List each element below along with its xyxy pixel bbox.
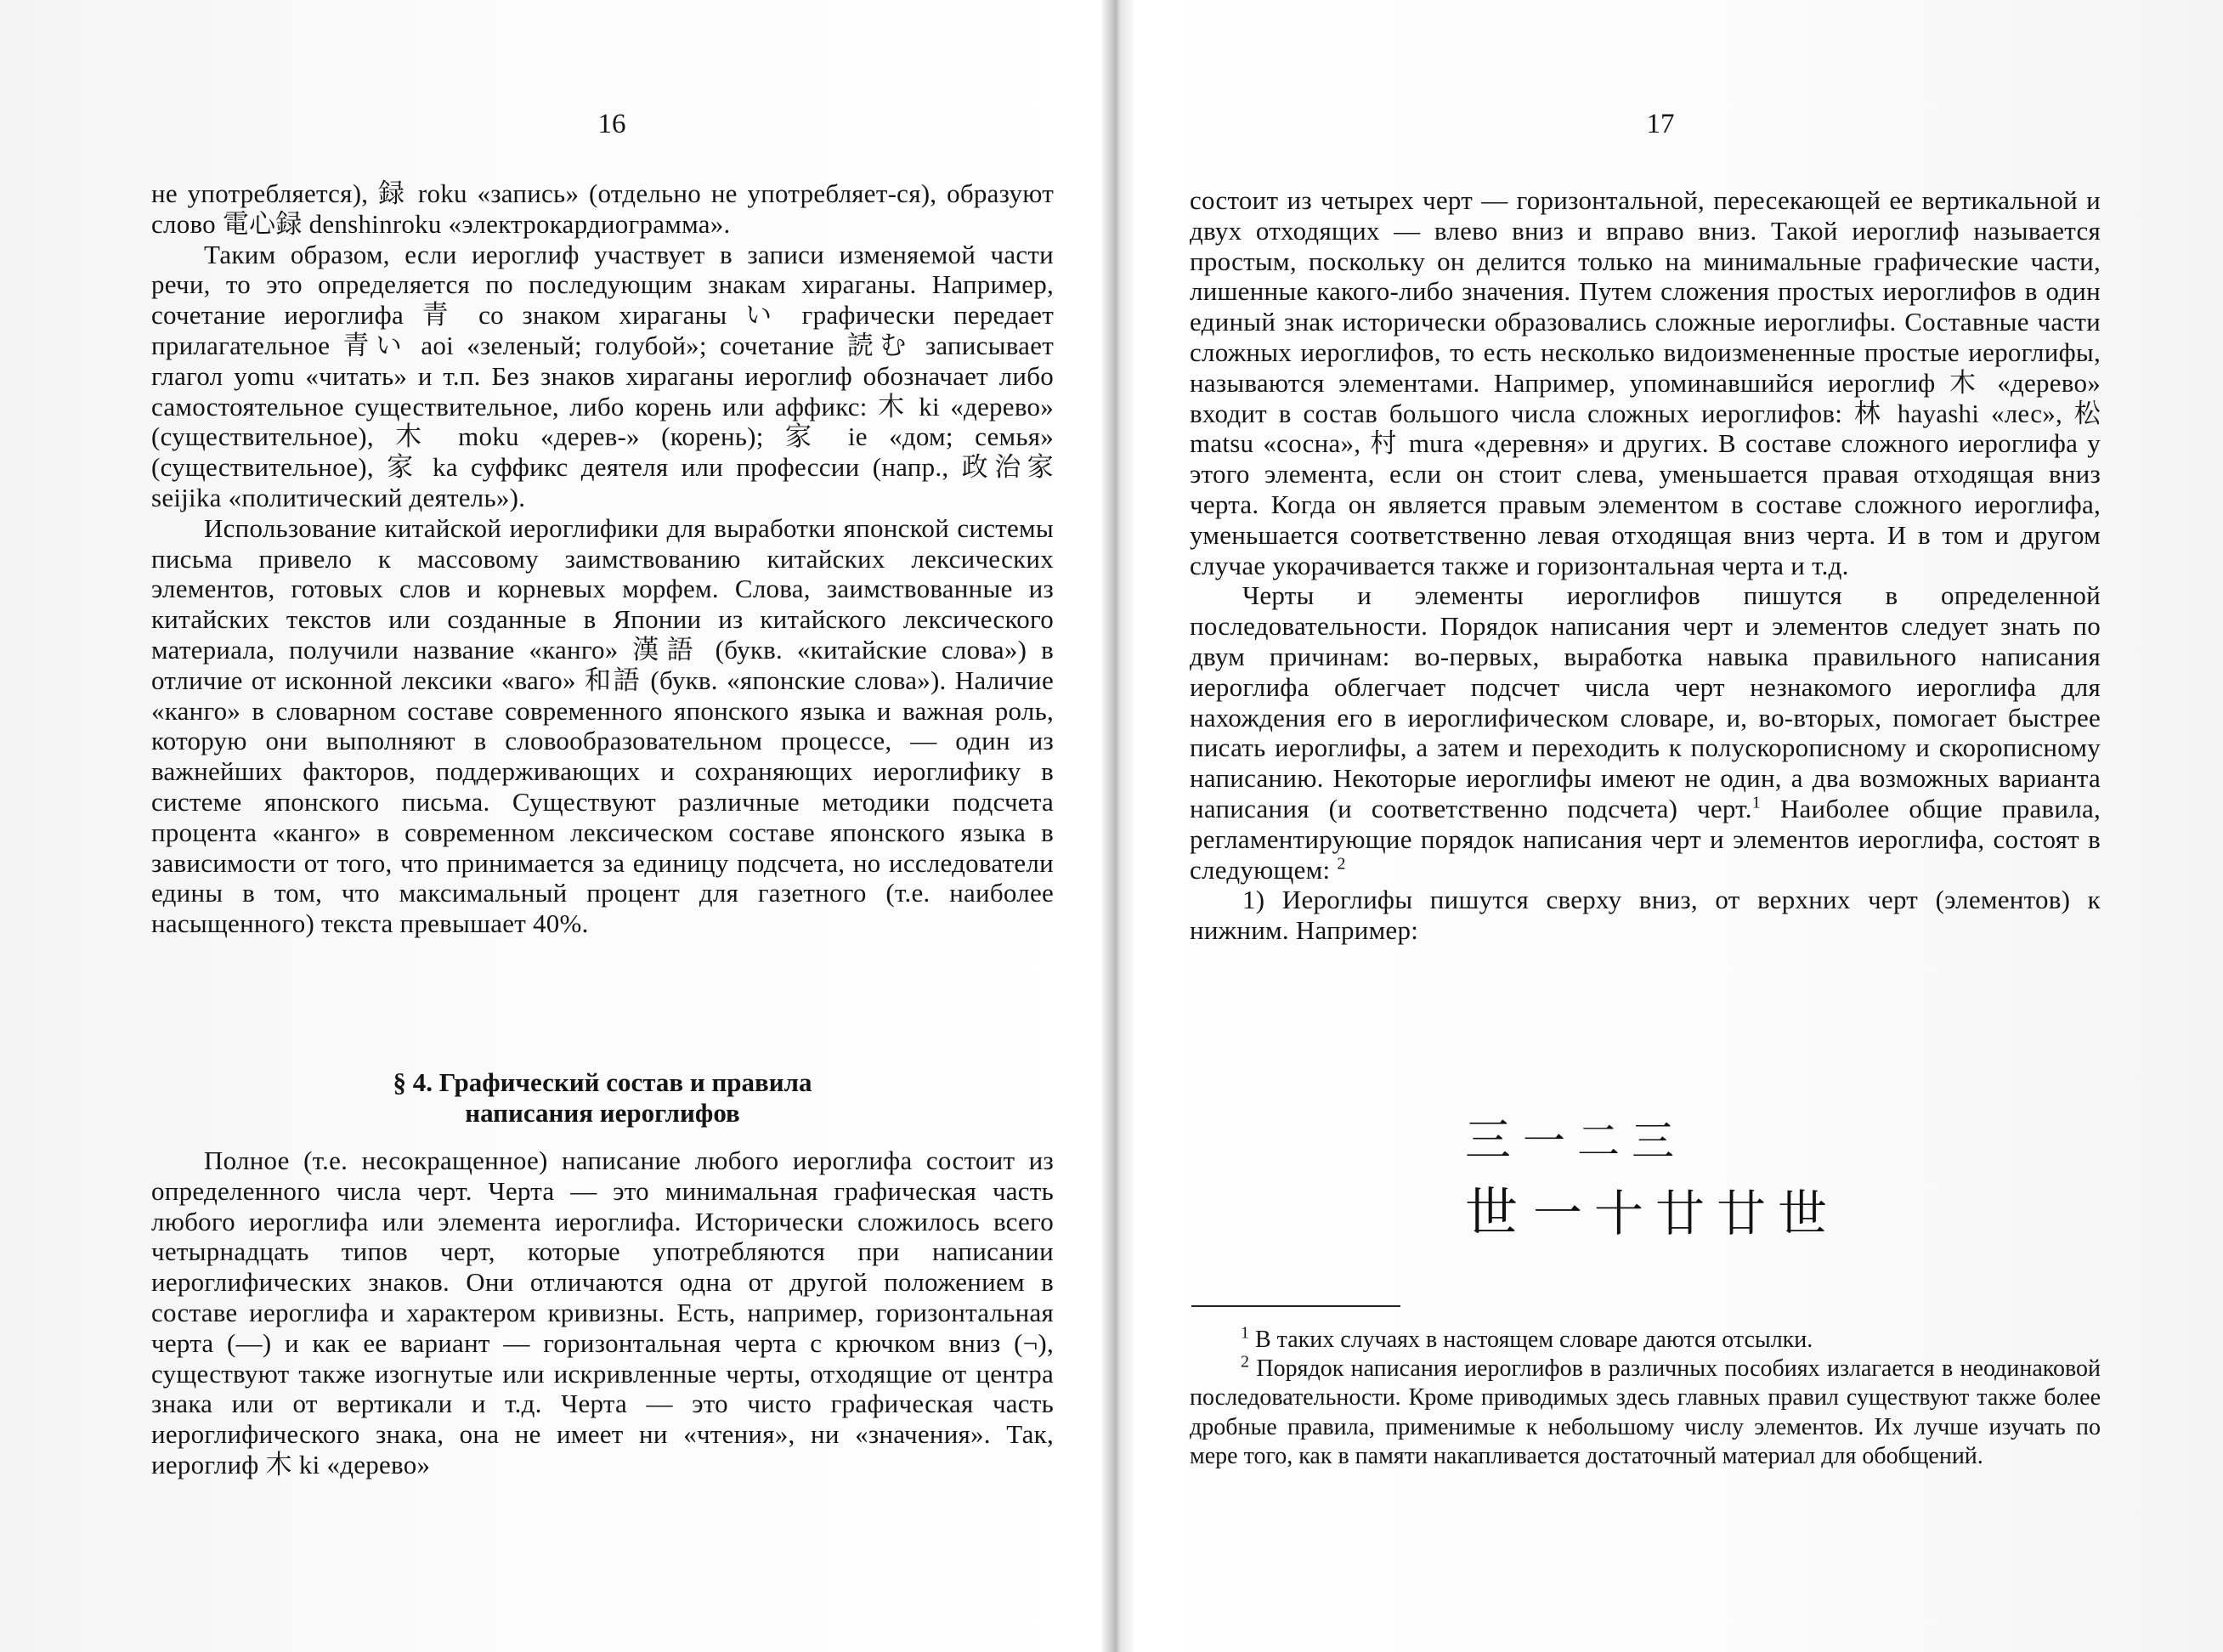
stroke-example-1-kanji: 三 (1465, 1113, 1511, 1167)
left-paragraph-2: Таким образом, если иероглиф участвует в записи изменяемой части речи, то это определяется по последующим знакам хираганы. Например, сочетание иероглифа 青 со знаком хираганы い графически передает прилагательное 青い aoi «зеленый; голубой»; сочетание 読む записывает глагол yomu «читать» и т.п. Без знаков хираганы иероглиф обозначает либо самостоятельное существительное, либо корень или аффикс: 木 ki «дерево» (существительное), 木 moku «дерев-» (корень); 家 ie «дом; семья» (существительное), 家 ka суффикс деятеля или профессии (напр., 政治家 seijika «политический деятель»). (151, 239, 1054, 512)
section-paragraph: Полное (т.е. несокращенное) написание любого иероглифа состоит из определенного числа черт. Черта — это минимальная графическая часть любого иероглифа или элемента иероглифа. Исторически сложилось всего четырнадцать типов черт, которые употребляются при написании иероглифических знаков. Они отличаются одна от другой положением в составе иероглифа и характером кривизны. Есть, например, горизонтальная черта (—) и как ее вариант — горизонтальная черта с крючком вниз (¬), существуют также изогнутые или искривленные черты, отходящие от центра знака или от вертикали и т.д. Черта — это чисто графическая часть иероглифического знака, она не имеет ни «чтения», ни «значения». Так, иероглиф 木 ki «дерево» (151, 1146, 1054, 1479)
footnote-ref-1[interactable]: 1 (1751, 793, 1761, 812)
section-body (151, 1146, 1054, 1480)
footnote-1 (1190, 1323, 2101, 1355)
stroke-example-1-step-1: 一 (1523, 1117, 1565, 1166)
footnotes (1190, 1323, 2101, 1471)
footnote-1-mark: 1 (1241, 1323, 1249, 1343)
stroke-example-1-step-3: 三 (1632, 1117, 1674, 1166)
footnote-divider (1191, 1305, 1400, 1307)
footnote-1-text: В таких случаях в настоящем словаре даются отсылки. (1255, 1327, 1813, 1353)
left-paragraph-1: не употребляется), 録 roku «запись» (отдельно не употребляет-ся), образуют слово 電心録 denshinroku «электрокардиограмма». (151, 178, 1054, 239)
right-paragraph-2-tail: Наиболее общие правила, регламентирующие порядок написания черт и элементов иероглифа, состоят в следующем: (1190, 793, 2101, 885)
stroke-example-2-step-4: 廿 (1717, 1185, 1767, 1242)
section-heading-line-1: § 4. Графический состав и правила (393, 1067, 812, 1097)
right-page (1134, 0, 2223, 1652)
stroke-example-2-step-5: 世 (1778, 1185, 1828, 1242)
left-paragraph-3: Использование китайской иероглифики для выработки японской системы письма привело к массовому заимствованию китайских лексических элементов, готовых слов и корневых морфем. Слова, заимствованные из китайских текстов или созданные в Японии из китайского лексического материала, получили название «канго» 漢語 (букв. «китайские слова») в отличие от исконной лексики «ваго» 和語 (букв. «японские слова»). Наличие «канго» в словарном составе современного японского языка и важная роль, которую они выполняют в словообразовательном процессе, — один из важнейших факторов, поддерживающих и сохраняющих иероглифику в системе японского письма. Существуют различные методики подсчета процента «канго» в современном лексическом составе японского языка в зависимости от того, что принимается за единицу подсчета, но исследователи едины в том, что максимальный процент для газетного (т.е. наиболее насыщенного) текста превышает 40%. (151, 512, 1054, 939)
stroke-example-2-kanji: 世 (1465, 1181, 1519, 1243)
footnote-2-mark: 2 (1241, 1352, 1249, 1372)
section-heading (151, 1067, 1054, 1129)
footnote-ref-2[interactable]: 2 (1337, 854, 1346, 874)
stroke-example-2-step-3: 廿 (1655, 1185, 1705, 1242)
stroke-example-2-step-2: 十 (1594, 1185, 1644, 1242)
section-heading-line-2: написания иероглифов (465, 1098, 740, 1128)
right-paragraph-2-text: Черты и элементы иероглифов пишутся в определенной последовательности. Порядок написания черт и элементов следует знать по двум причинам: во-первых, выработка навыка правильного написания иероглифа облегчает подсчет числа черт незнакомого иероглифа для нахождения его в иероглифическом словаре, и, во-вторых, помогает быстрее писать иероглифы, а затем и переходить к полускорописному и скорописному написанию. Некоторые иероглифы имеют не один, а два возможных варианта написания (и соответственно подсчета) черт. (1190, 580, 2101, 823)
right-paragraph-2 (1190, 580, 2101, 885)
footnote-2 (1190, 1352, 2101, 1471)
right-page-body (1190, 185, 2101, 946)
left-page-body (151, 178, 1054, 939)
footnote-2-text: Порядок написания иероглифов в различных пособиях излагается в неодинаковой последовательности. Кроме приводимых здесь главных правил существуют также более дробные правила, применимые к небольшому числу элементов. Их лучше изучать по мере того, как в памяти накапливается достаточный материал для обобщений. (1190, 1355, 2101, 1469)
right-page-number: 17 (1646, 109, 1675, 139)
book-gutter (1101, 0, 1134, 1652)
stroke-order-examples (1465, 1103, 1847, 1247)
right-paragraph-1: состоит из четырех черт — горизонтальной, пересекающей ее вертикальной и двух отходящих — влево вниз и вправо вниз. Такой иероглиф называется простым, поскольку он делится только на минимальные графические части, лишенные какого-либо значения. Путем сложения простых иероглифов в один единый знак исторически образовались сложные иероглифы. Составные части сложных иероглифов, то есть несколько видоизмененные простые иероглифы, называются элементами. Например, упоминавшийся иероглиф 木 «дерево» входит в состав большого числа сложных иероглифов: 林 hayashi «лес», 松 matsu «сосна», 村 mura «деревня» и других. В составе сложного иероглифа у этого элемента, если он стоит слева, уменьшается правая отходящая вниз черта. Когда он является правым элементом в составе сложного иероглифа, уменьшается соответственно левая отходящая вниз черта. И в том и другом случае укорачивается также и горизонтальная черта и т.д. (1190, 185, 2101, 580)
rule-1: 1) Иероглифы пишутся сверху вниз, от верхних черт (элементов) к нижним. Например: (1190, 885, 2101, 946)
stroke-example-2-step-1: 一 (1533, 1185, 1583, 1242)
stroke-example-1-step-2: 二 (1577, 1117, 1620, 1166)
left-page-number: 16 (597, 109, 626, 139)
left-page (0, 0, 1101, 1652)
